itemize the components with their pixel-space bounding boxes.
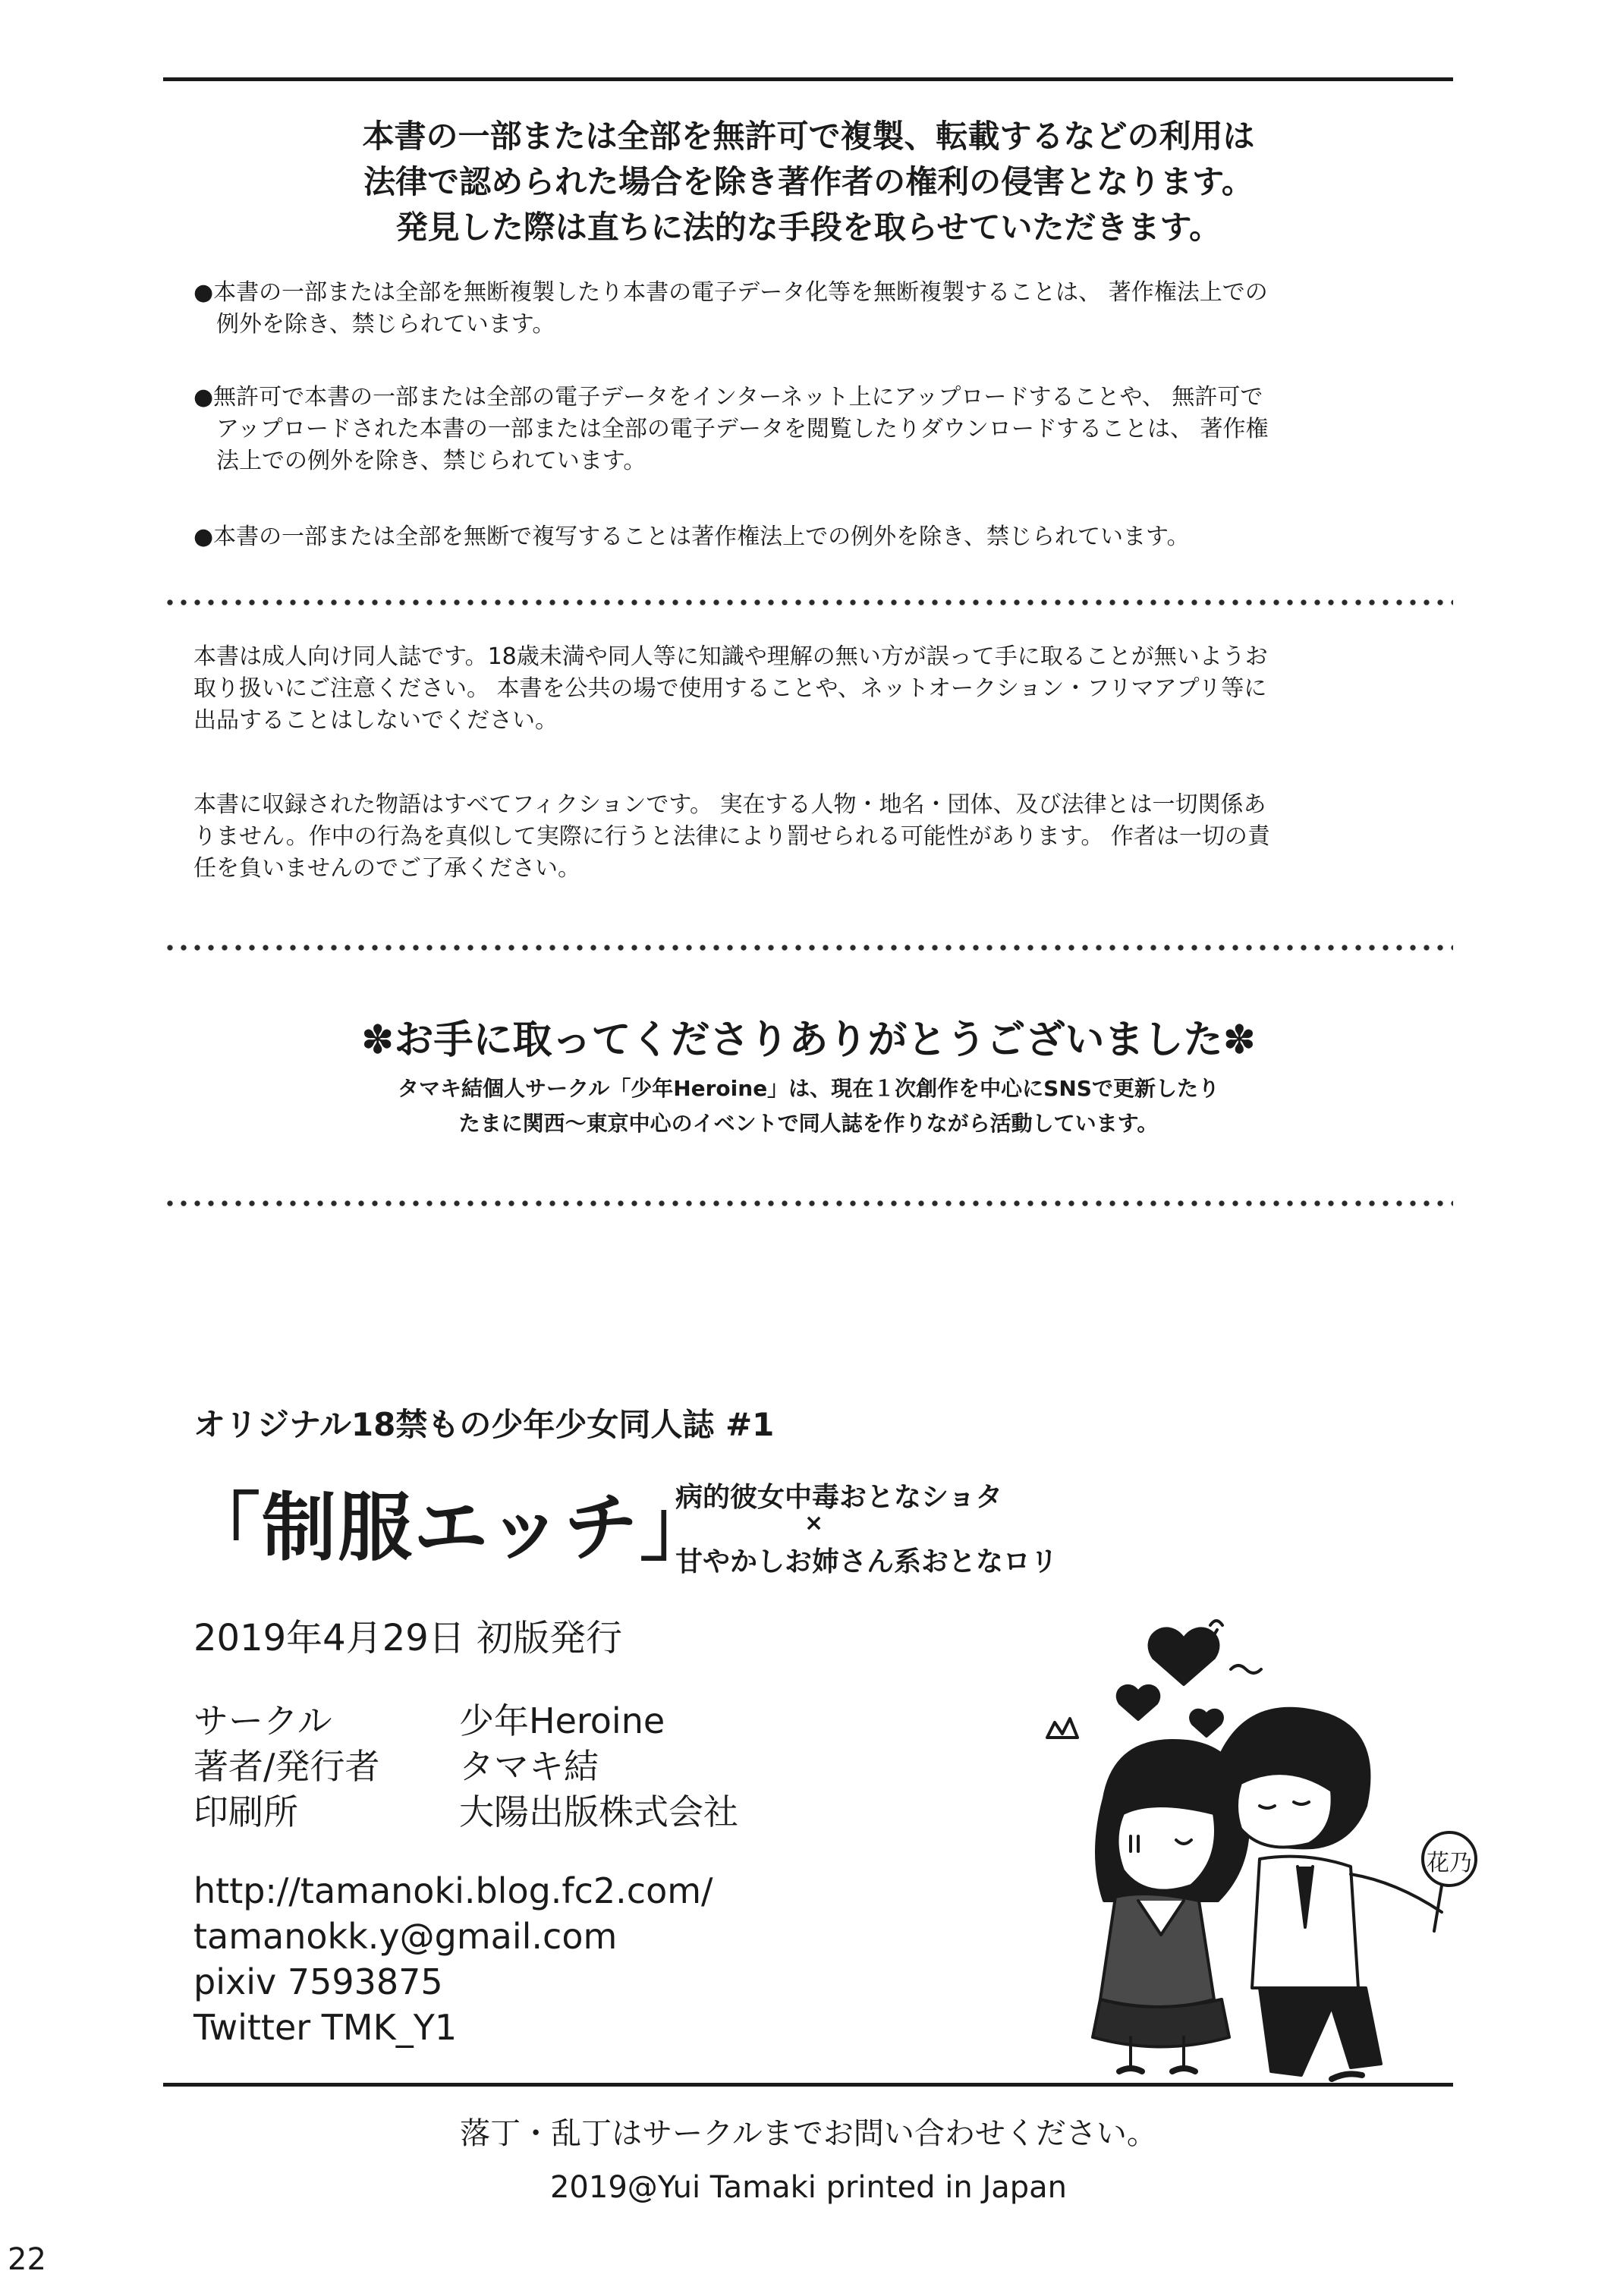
publish-date: 2019年4月29日 初版発行 [193,1617,623,1659]
printer-value: 大陽出版株式会社 [459,1791,738,1832]
thanks-heading: ✽お手に取ってくださりありがとうございました✽ [360,1017,1257,1063]
fiction-notice: 本書に収録された物語はすべてフィクションです。 実在する人物・地名・団体、及び法律とは一切関係あ りません。作中の行為を真似して実際に行うと法律により罰せられる可能性があります。 作者は一切の責 任を負いませんのでご了承ください。 [193,791,1270,882]
website-link[interactable]: http://tamanoki.blog.fc2.com/ [193,1870,713,1911]
warning-line: 本書の一部または全部を無許可で複製、転載するなどの利用は [362,118,1255,155]
copyright: 2019@Yui Tamaki printed in Japan [549,2170,1068,2205]
series-title: オリジナル18禁もの少年少女同人誌 #1 [193,1406,775,1443]
subtitle-bottom: 甘やかしお姉さん系おとなロリ [675,1546,1059,1577]
fan-label: 花乃 [1427,1850,1472,1876]
bottom-rule [163,2083,1453,2087]
circle-value: 少年Heroine [459,1700,665,1741]
warning-line: 発見した際は直ちに法的な手段を取らせていただきます。 [395,209,1222,246]
adult-notice: 本書は成人向け同人誌です。18歳未満や同人等に知識や理解の無い方が誤って手に取ることが無いようお 取り扱いにご注意ください。 本書を公共の場で使用することや、ネットオークション・フリマアプリ等に 出品することはしないでください。 [193,643,1268,734]
dotted-divider [163,1200,1453,1206]
dotted-divider [163,599,1453,605]
top-rule [163,77,1453,81]
page-number: 22 [8,2242,46,2277]
couple-illustration [1032,1578,1487,2094]
author-value: タマキ結 [459,1746,599,1787]
email-address: tamanokk.y@gmail.com [193,1916,618,1957]
heart-icon [1118,1686,1159,1719]
legal-bullet: ●本書の一部または全部を無断複製したり本書の電子データ化等を無断複製することは、 著作権法上での 例外を除き、禁じられています。 [193,279,1268,338]
author-label: 著者/発行者 [193,1746,380,1787]
pixiv-id: pixiv 7593875 [193,1961,443,2002]
heart-icon [1191,1710,1222,1736]
dotted-divider [163,945,1453,951]
circle-description: タマキ結個人サークル「少年Heroine」は、現在１次創作を中心にSNSで更新したり たまに関西～東京中心のイベントで同人誌を作りながら活動しています。 [398,1076,1219,1136]
inquiry-note: 落丁・乱丁はサークルまでお問い合わせください。 [460,2116,1157,2151]
subtitle-cross: × [804,1510,824,1536]
printer-label: 印刷所 [193,1791,298,1832]
heart-icon [1150,1628,1219,1684]
book-title: 「制服エッチ」 [186,1485,716,1571]
circle-label: サークル [193,1700,332,1741]
legal-bullet: ●本書の一部または全部を無断で複写することは著作権法上での例外を除き、禁じられています。 [193,524,1190,550]
flower-icon: ✽ [1222,1017,1257,1063]
warning-line: 法律で認められた場合を除き著作者の権利の侵害となります。 [363,163,1254,200]
flower-icon: ✽ [360,1017,395,1063]
twitter-handle: Twitter TMK_Y1 [193,2007,458,2048]
subtitle-top: 病的彼女中毒おとなショタ [675,1482,1003,1513]
legal-bullet: ●無許可で本書の一部または全部の電子データをインターネット上にアップロードすることや、 無許可で アップロードされた本書の一部または全部の電子データを閲覧したりダウンロードすることは、 著作権 法上での例外を除き、禁じられています。 [193,384,1269,474]
legal-warning [0,114,1617,250]
